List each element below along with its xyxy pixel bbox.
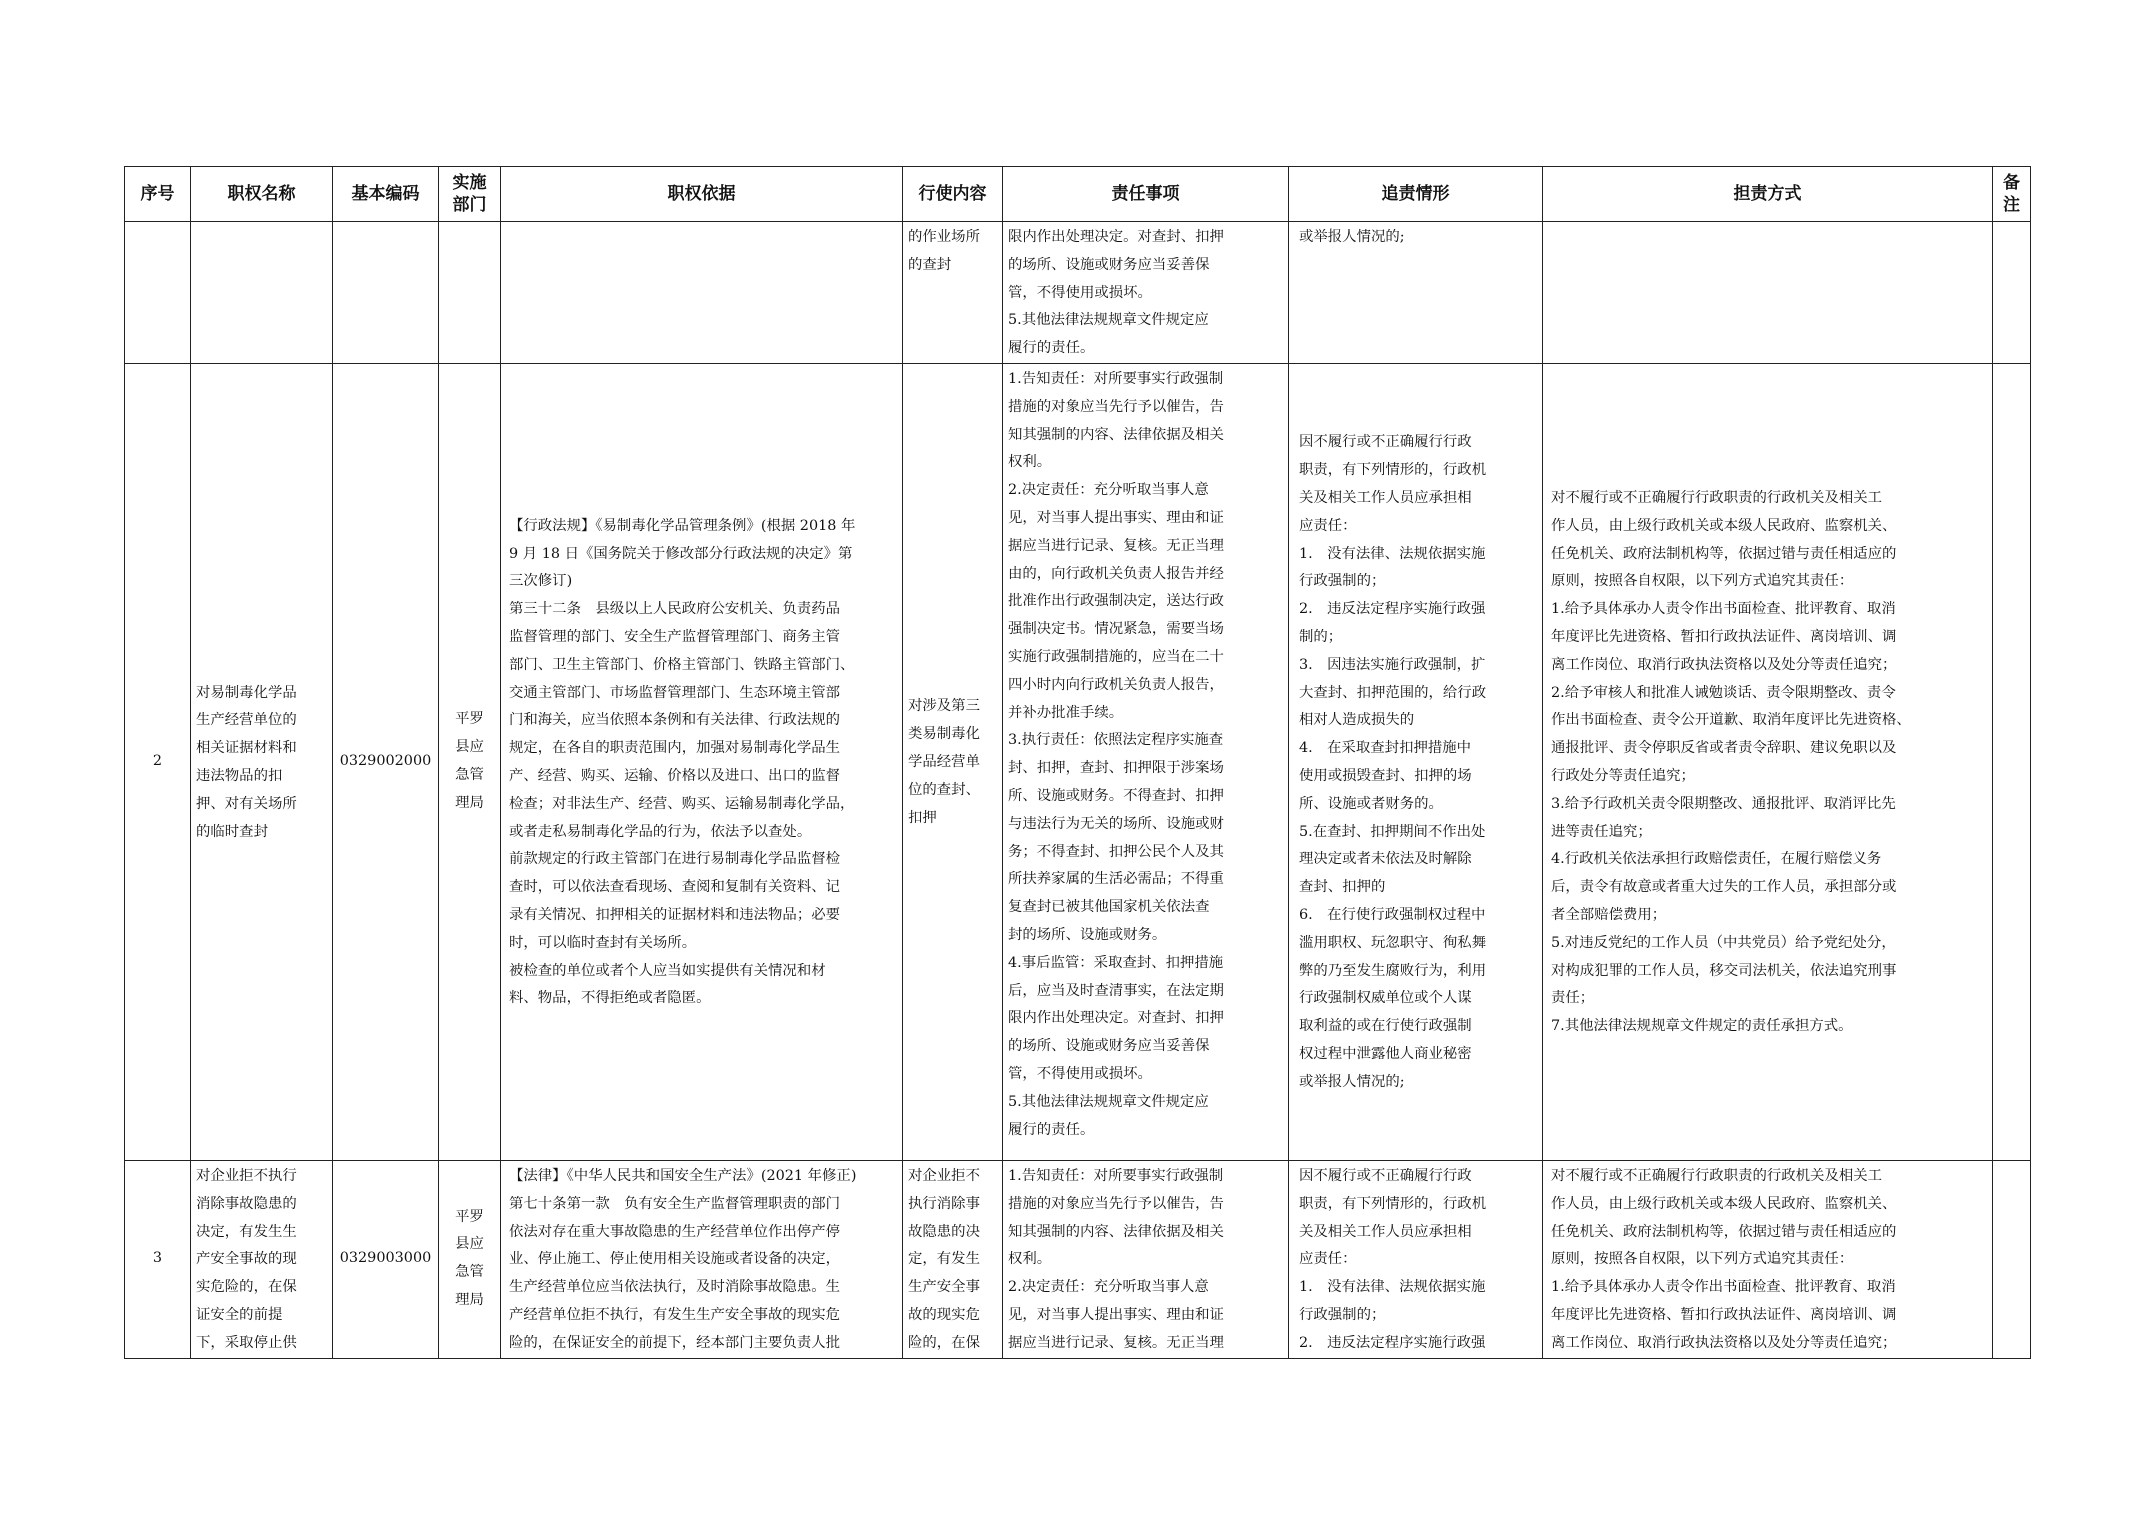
- cell-basis: [501, 222, 903, 364]
- cell-name: [191, 222, 333, 364]
- cell-basis: 【行政法规】《易制毒化学品管理条例》(根据 2018 年 9 月 18 日《国务院关于修改部分行政法规的决定》第 三次修订) 第三十二条 县级以上人民政府公安机关、负责药品 监督管理的部门、安全生产监督管理部门、商务主管 部门、卫生主管部门、价格主管部门、铁路主管部门、 交通主管部门、市场监督管理部门、生态环境主管部 门和海关，应当依照本条例和有关法律、行政法规的 规定，在各自的职责范围内，加强对易制毒化学品生 产、经营、购买、运输、价格以及进口、出口的监督 检查；对非法生产、经营、购买、运输易制毒化学品， 或者走私易制毒化学品的行为，依法予以查处。 前款规定的行政主管部门在进行易制毒化学品监督检 查时，可以依法查看现场、查阅和复制有关资料、记 录有关情况、扣押相关的证据材料和违法物品；必要 时，可以临时查封有关场所。 被检查的单位或者个人应当如实提供有关情况和材 料、物品，不得拒绝或者隐匿。: [501, 363, 903, 1160]
- cell-code: 0329002000: [333, 363, 439, 1160]
- cell-name: 对易制毒化学品 生产经营单位的 相关证据材料和 违法物品的扣 押、对有关场所 的临时查封: [191, 363, 333, 1160]
- cell-note: [1993, 363, 2031, 1160]
- cell-duty: 限内作出处理决定。对查封、扣押 的场所、设施或财务应当妥善保 管，不得使用或损坏。 5.其他法律法规规章文件规定应 履行的责任。: [1003, 222, 1289, 364]
- header-duty: 责任事项: [1003, 167, 1289, 222]
- header-note: 备 注: [1993, 167, 2031, 222]
- cell-note: [1993, 222, 2031, 364]
- header-code: 基本编码: [333, 167, 439, 222]
- header-dept: 实施 部门: [439, 167, 501, 222]
- cell-seq: 2: [125, 363, 191, 1160]
- header-method: 担责方式: [1543, 167, 1993, 222]
- cell-account: 或举报人情况的;: [1289, 222, 1543, 364]
- cell-account: 因不履行或不正确履行行政 职责，有下列情形的，行政机 关及相关工作人员应承担相 应责任： 1. 没有法律、法规依据实施 行政强制的； 2. 违反法定程序实施行政强: [1289, 1160, 1543, 1358]
- table-row: [125, 222, 2031, 364]
- cell-method: [1543, 222, 1993, 364]
- header-account: 追责情形: [1289, 167, 1543, 222]
- cell-content: 对企业拒不 执行消除事 故隐患的决 定，有发生 生产安全事 故的现实危 险的，在保: [903, 1160, 1003, 1358]
- cell-dept: 平罗 县应 急管 理局: [439, 363, 501, 1160]
- cell-method: 对不履行或不正确履行行政职责的行政机关及相关工 作人员，由上级行政机关或本级人民政府、监察机关、 任免机关、政府法制机构等，依据过错与责任相适应的 原则，按照各自权限，以下列方式追究其责任： 1.给予具体承办人责令作出书面检查、批评教育、取消 年度评比先进资格、暂扣行政执法证件、离岗培训、调 离工作岗位、取消行政执法资格以及处分等责任追究； 2.给予审核人和批准人诫勉谈话、责令限期整改、责令 作出书面检查、责令公开道歉、取消年度评比先进资格、 通报批评、责令停职反省或者责令辞职、建议免职以及 行政处分等责任追究； 3.给予行政机关责令限期整改、通报批评、取消评比先 进等责任追究； 4.行政机关依法承担行政赔偿责任，在履行赔偿义务 后，责令有故意或者重大过失的工作人员，承担部分或 者全部赔偿费用； 5.对违反党纪的工作人员（中共党员）给予党纪处分， 对构成犯罪的工作人员，移交司法机关，依法追究刑事 责任； 7.其他法律法规规章文件规定的责任承担方式。: [1543, 363, 1993, 1160]
- table-row: [125, 363, 2031, 1160]
- cell-dept: 平罗 县应 急管 理局: [439, 1160, 501, 1358]
- cell-code: 0329003000: [333, 1160, 439, 1358]
- cell-seq: 3: [125, 1160, 191, 1358]
- cell-seq: [125, 222, 191, 364]
- responsibility-table: [124, 166, 2031, 1359]
- cell-account: 因不履行或不正确履行行政 职责，有下列情形的，行政机 关及相关工作人员应承担相 应责任： 1. 没有法律、法规依据实施 行政强制的； 2. 违反法定程序实施行政强 制的； 3. 因违法实施行政强制，扩 大查封、扣押范围的，给行政 相对人造成损失的 4. 在采取查封扣押措施中 使用或损毁查封、扣押的场 所、设施或者财务的。 5.在查封、扣押期间不作出处 理决定或者未依法及时解除 查封、扣押的 6. 在行使行政强制权过程中 滥用职权、玩忽职守、徇私舞 弊的乃至发生腐败行为，利用 行政强制权威单位或个人谋 取利益的或在行使行政强制 权过程中泄露他人商业秘密 或举报人情况的;: [1289, 363, 1543, 1160]
- cell-method: 对不履行或不正确履行行政职责的行政机关及相关工 作人员，由上级行政机关或本级人民政府、监察机关、 任免机关、政府法制机构等，依据过错与责任相适应的 原则，按照各自权限，以下列方式追究其责任： 1.给予具体承办人责令作出书面检查、批评教育、取消 年度评比先进资格、暂扣行政执法证件、离岗培训、调 离工作岗位、取消行政执法资格以及处分等责任追究；: [1543, 1160, 1993, 1358]
- cell-duty: 1.告知责任：对所要事实行政强制 措施的对象应当先行予以催告，告 知其强制的内容、法律依据及相关 权利。 2.决定责任：充分听取当事人意 见，对当事人提出事实、理由和证 据应当进行记录、复核。无正当理 由的，向行政机关负责人报告并经 批准作出行政强制决定，送达行政 强制决定书。情况紧急，需要当场 实施行政强制措施的，应当在二十 四小时内向行政机关负责人报告， 并补办批准手续。 3.执行责任：依照法定程序实施查 封、扣押，查封、扣押限于涉案场 所、设施或财务。不得查封、扣押 与违法行为无关的场所、设施或财 务；不得查封、扣押公民个人及其 所扶养家属的生活必需品；不得重 复查封已被其他国家机关依法查 封的场所、设施或财务。 4.事后监管：采取查封、扣押措施 后，应当及时查清事实，在法定期 限内作出处理决定。对查封、扣押 的场所、设施或财务应当妥善保 管，不得使用或损坏。 5.其他法律法规规章文件规定应 履行的责任。: [1003, 363, 1289, 1160]
- cell-content: 的作业场所 的查封: [903, 222, 1003, 364]
- cell-content: 对涉及第三 类易制毒化 学品经营单 位的查封、 扣押: [903, 363, 1003, 1160]
- header-seq: 序号: [125, 167, 191, 222]
- cell-name: 对企业拒不执行 消除事故隐患的 决定，有发生生 产安全事故的现 实危险的，在保 证安全的前提 下，采取停止供: [191, 1160, 333, 1358]
- table-row: [125, 1160, 2031, 1358]
- cell-dept: [439, 222, 501, 364]
- cell-note: [1993, 1160, 2031, 1358]
- header-name: 职权名称: [191, 167, 333, 222]
- cell-duty: 1.告知责任：对所要事实行政强制 措施的对象应当先行予以催告，告 知其强制的内容、法律依据及相关 权利。 2.决定责任：充分听取当事人意 见，对当事人提出事实、理由和证 据应当进行记录、复核。无正当理: [1003, 1160, 1289, 1358]
- header-basis: 职权依据: [501, 167, 903, 222]
- header-row: [125, 167, 2031, 222]
- cell-code: [333, 222, 439, 364]
- header-content: 行使内容: [903, 167, 1003, 222]
- cell-basis: 【法律】《中华人民共和国安全生产法》(2021 年修正) 第七十条第一款 负有安全生产监督管理职责的部门 依法对存在重大事故隐患的生产经营单位作出停产停 业、停止施工、停止使用相关设施或者设备的决定， 生产经营单位应当依法执行，及时消除事故隐患。生 产经营单位拒不执行，有发生生产安全事故的现实危 险的，在保证安全的前提下，经本部门主要负责人批: [501, 1160, 903, 1358]
